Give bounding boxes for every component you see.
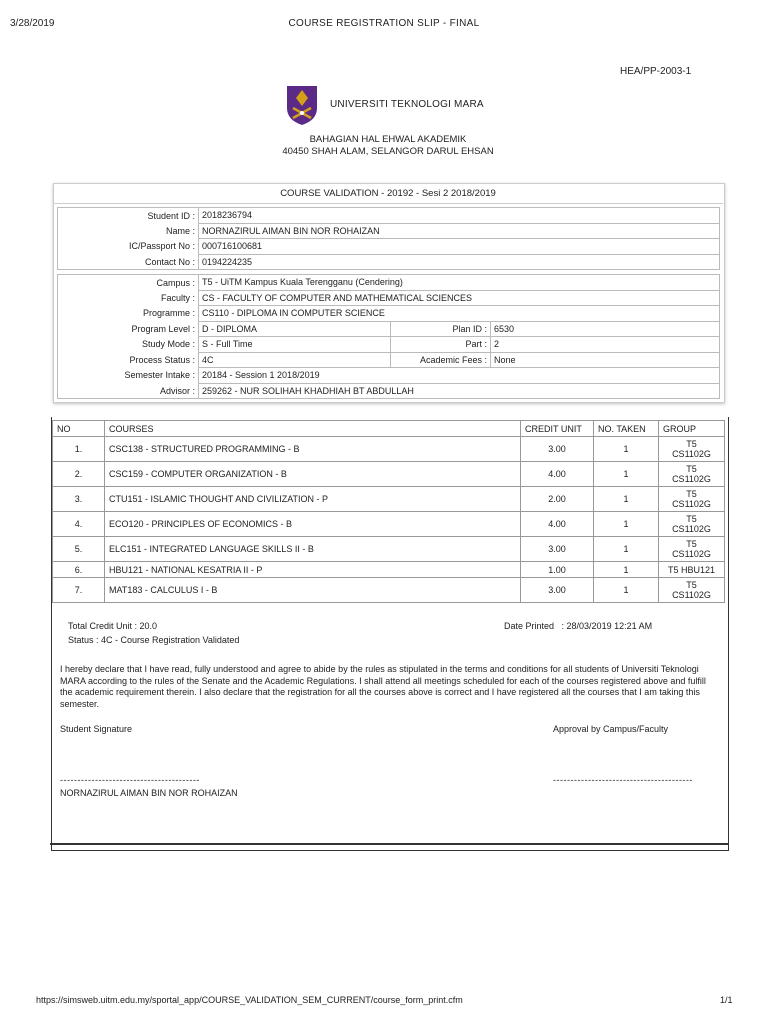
- divider: [53, 203, 723, 204]
- group-cell: [659, 512, 725, 537]
- approval-signature-line: ----------------------------------------: [553, 775, 693, 785]
- name-value: NORNAZIRUL AIMAN BIN NOR ROHAIZAN: [199, 223, 720, 239]
- header-credit-unit: CREDIT UNIT: [521, 421, 594, 437]
- form-reference: HEA/PP-2003-1: [620, 66, 692, 77]
- group-code: CS1102G: [672, 524, 711, 534]
- credit-unit: 3.00: [521, 578, 594, 603]
- header-courses: COURSES: [105, 421, 521, 437]
- course-name: MAT183 - CALCULUS I - B: [105, 578, 521, 603]
- table-row: [53, 512, 725, 537]
- semester-intake-value: 20184 - Session 1 2018/2019: [199, 368, 720, 384]
- student-id-label: Student ID :: [147, 210, 195, 221]
- course-no: 5.: [53, 537, 105, 562]
- university-name: UNIVERSITI TEKNOLOGI MARA: [330, 99, 484, 110]
- group-cell: T5 HBU121: [659, 562, 725, 578]
- student-signature-name: NORNAZIRUL AIMAN BIN NOR ROHAIZAN: [60, 788, 238, 798]
- group-campus: T5: [686, 489, 697, 499]
- student-id-value: 2018236794: [199, 208, 720, 224]
- group-code: CS1102G: [672, 549, 711, 559]
- courses-table: [52, 420, 725, 603]
- group-cell: [659, 437, 725, 462]
- course-name: CSC159 - COMPUTER ORGANIZATION - B: [105, 462, 521, 487]
- group-campus: T5: [686, 539, 697, 549]
- header-no-taken: NO. TAKEN: [594, 421, 659, 437]
- advisor-value: 259262 - NUR SOLIHAH KHADHIAH BT ABDULLAH: [199, 383, 720, 399]
- group-cell: [659, 462, 725, 487]
- date-printed: Date Printed : 28/03/2019 12:21 AM: [504, 621, 653, 631]
- no-taken: 1: [594, 537, 659, 562]
- student-info-table: [57, 207, 720, 270]
- campus-value: T5 - UiTM Kampus Kuala Terengganu (Cendering): [199, 275, 720, 291]
- university-logo-icon: [284, 84, 320, 126]
- print-date: 3/28/2019: [10, 18, 55, 29]
- group-campus: T5: [686, 580, 697, 590]
- course-no: 7.: [53, 578, 105, 603]
- header-no: NO: [53, 421, 105, 437]
- no-taken: 1: [594, 578, 659, 603]
- semester-intake-label: Semester Intake :: [124, 370, 195, 381]
- group-campus: T5: [686, 514, 697, 524]
- group-code: CS1102G: [672, 449, 711, 459]
- course-name: HBU121 - NATIONAL KESATRIA II - P: [105, 562, 521, 578]
- frame-bottom-rule: [50, 843, 729, 845]
- department-address: 40450 SHAH ALAM, SELANGOR DARUL EHSAN: [282, 146, 494, 157]
- course-no: 1.: [53, 437, 105, 462]
- group-campus: T5: [686, 439, 697, 449]
- no-taken: 1: [594, 487, 659, 512]
- part-value: 2: [491, 337, 720, 353]
- group-cell: [659, 578, 725, 603]
- student-signature-line: ----------------------------------------: [60, 775, 200, 785]
- course-name: CTU151 - ISLAMIC THOUGHT AND CIVILIZATION - P: [105, 487, 521, 512]
- campus-label: Campus :: [156, 277, 195, 288]
- page-number: 1/1: [720, 995, 733, 1005]
- declaration-text: I hereby declare that I have read, fully understood and agree to abide by the rules as stipulated in the terms and conditions for all students of Universiti Teknologi MARA according to the rules of the Senate and the Academic Regulations. I shall attend all meetings scheduled for each of the courses registered above and fulfill the academic requirement therein. I also declare that the registration for all the courses above is correct and I have registered all the courses that I am taking this semester.: [60, 664, 706, 709]
- course-no: 3.: [53, 487, 105, 512]
- total-credit-unit: Total Credit Unit : 20.0: [68, 621, 158, 631]
- student-signature-label: Student Signature: [60, 724, 133, 734]
- group-campus: T5: [686, 464, 697, 474]
- table-row: [53, 437, 725, 462]
- course-name: CSC138 - STRUCTURED PROGRAMMING - B: [105, 437, 521, 462]
- name-label: Name :: [165, 225, 195, 236]
- registration-status: Status : 4C - Course Registration Validated: [68, 635, 240, 645]
- table-row: [53, 487, 725, 512]
- program-level-value: D - DIPLOMA: [199, 321, 391, 337]
- table-row: [53, 562, 725, 578]
- validation-title: COURSE VALIDATION - 20192 - Sesi 2 2018/2019: [280, 188, 496, 199]
- contact-value: 0194224235: [199, 254, 720, 270]
- process-status-label: Process Status :: [129, 354, 195, 365]
- course-no: 4.: [53, 512, 105, 537]
- part-label: Part :: [391, 337, 491, 353]
- no-taken: 1: [594, 437, 659, 462]
- study-mode-value: S - Full Time: [199, 337, 391, 353]
- header-group: GROUP: [659, 421, 725, 437]
- page-title: COURSE REGISTRATION SLIP - FINAL: [288, 18, 480, 29]
- department-name: BAHAGIAN HAL EHWAL AKADEMIK: [309, 134, 467, 145]
- ic-label: IC/Passport No :: [128, 241, 195, 252]
- credit-unit: 1.00: [521, 562, 594, 578]
- program-level-label: Program Level :: [131, 323, 195, 334]
- academic-fees-value: None: [491, 352, 720, 368]
- table-row: [53, 578, 725, 603]
- program-info-table: [57, 274, 720, 399]
- page-url: https://simsweb.uitm.edu.my/sportal_app/COURSE_VALIDATION_SEM_CURRENT/course_form_print.cfm: [36, 995, 463, 1005]
- plan-id-label: Plan ID :: [391, 321, 491, 337]
- programme-label: Programme :: [142, 308, 195, 319]
- group-code: CS1102G: [672, 590, 711, 600]
- table-row: [53, 462, 725, 487]
- faculty-label: Faculty :: [160, 292, 195, 303]
- credit-unit: 2.00: [521, 487, 594, 512]
- faculty-value: CS - FACULTY OF COMPUTER AND MATHEMATICAL SCIENCES: [199, 290, 720, 306]
- approval-label: Approval by Campus/Faculty: [553, 724, 669, 734]
- group-cell: [659, 487, 725, 512]
- course-name: ECO120 - PRINCIPLES OF ECONOMICS - B: [105, 512, 521, 537]
- no-taken: 1: [594, 462, 659, 487]
- no-taken: 1: [594, 562, 659, 578]
- credit-unit: 3.00: [521, 437, 594, 462]
- course-no: 6.: [53, 562, 105, 578]
- study-mode-label: Study Mode :: [141, 339, 195, 350]
- no-taken: 1: [594, 512, 659, 537]
- credit-unit: 3.00: [521, 537, 594, 562]
- credit-unit: 4.00: [521, 512, 594, 537]
- ic-value: 000716100681: [199, 239, 720, 255]
- group-cell: [659, 537, 725, 562]
- programme-value: CS110 - DIPLOMA IN COMPUTER SCIENCE: [199, 306, 720, 322]
- credit-unit: 4.00: [521, 462, 594, 487]
- table-row: [53, 537, 725, 562]
- plan-id-value: 6530: [491, 321, 720, 337]
- process-status-value: 4C: [199, 352, 391, 368]
- contact-label: Contact No :: [144, 256, 195, 267]
- advisor-label: Advisor :: [159, 385, 195, 396]
- course-name: ELC151 - INTEGRATED LANGUAGE SKILLS II - B: [105, 537, 521, 562]
- course-no: 2.: [53, 462, 105, 487]
- group-code: CS1102G: [672, 499, 711, 509]
- group-code: CS1102G: [672, 474, 711, 484]
- academic-fees-label: Academic Fees :: [391, 352, 491, 368]
